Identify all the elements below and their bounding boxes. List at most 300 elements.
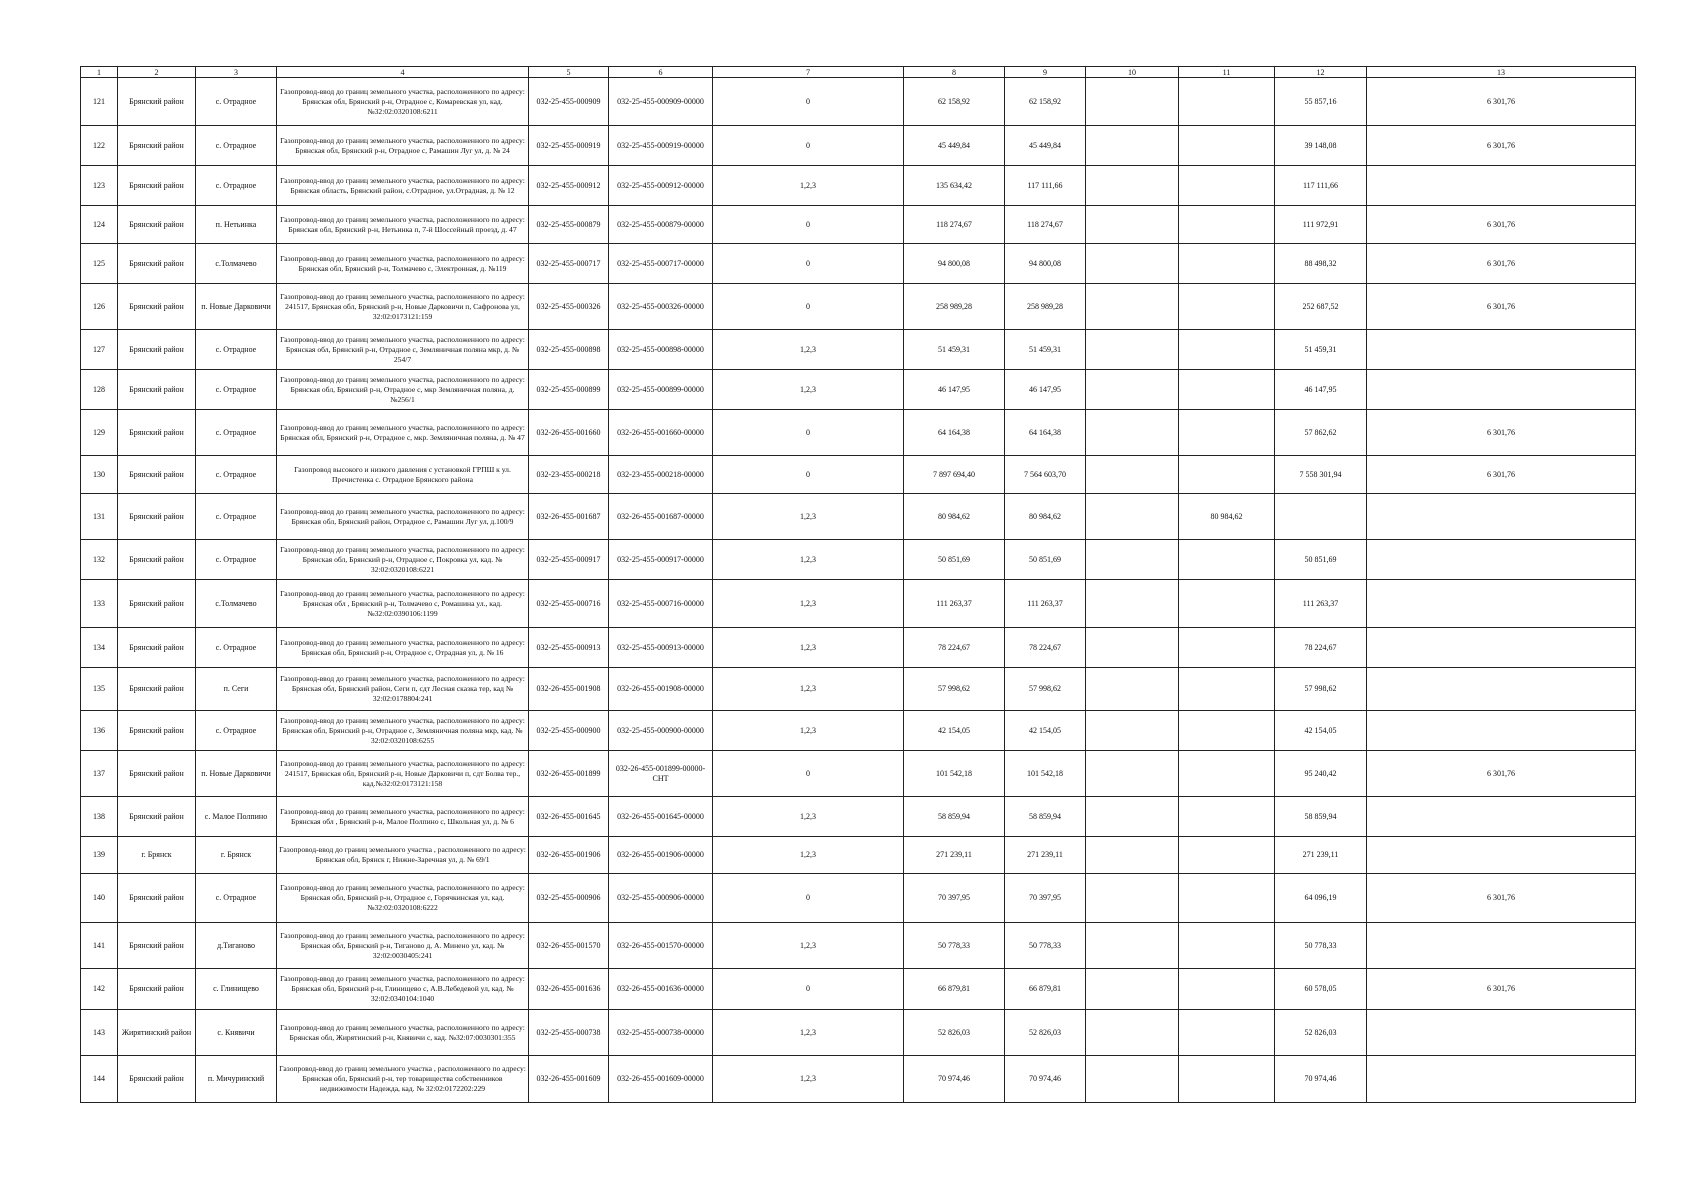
table-row <box>81 244 1636 284</box>
locality-cell: с. Отрадное <box>196 711 277 751</box>
locality-cell: с. Отрадное <box>196 456 277 494</box>
object-full-code: 032-25-455-000912-00000 <box>609 166 713 206</box>
district-cell: г. Брянск <box>118 837 196 874</box>
column-8-value: 271 239,11 <box>904 837 1005 874</box>
district-cell: Брянский район <box>118 78 196 126</box>
district-cell: Брянский район <box>118 1056 196 1103</box>
row-number: 142 <box>81 969 118 1010</box>
row-number: 143 <box>81 1010 118 1056</box>
column-10-value <box>1086 456 1179 494</box>
district-cell: Брянский район <box>118 923 196 969</box>
district-cell: Брянский район <box>118 410 196 456</box>
table-row <box>81 126 1636 166</box>
column-13-value <box>1367 1010 1636 1056</box>
district-cell: Брянский район <box>118 206 196 244</box>
locality-cell: с. Отрадное <box>196 166 277 206</box>
column-number: 13 <box>1367 67 1636 78</box>
district-cell: Брянский район <box>118 797 196 837</box>
column-11-value <box>1179 751 1275 797</box>
column-11-value <box>1179 668 1275 711</box>
locality-cell: с. Отрадное <box>196 540 277 580</box>
table-row <box>81 494 1636 540</box>
column-13-value <box>1367 668 1636 711</box>
column-9-value: 57 998,62 <box>1005 668 1086 711</box>
row-number: 121 <box>81 78 118 126</box>
object-full-code: 032-26-455-001687-00000 <box>609 494 713 540</box>
column-7-value: 0 <box>713 284 904 330</box>
table-row <box>81 284 1636 330</box>
column-number: 5 <box>529 67 609 78</box>
column-7-value: 1,2,3 <box>713 837 904 874</box>
column-12-value: 50 778,33 <box>1275 923 1367 969</box>
column-9-value: 58 859,94 <box>1005 797 1086 837</box>
object-code: 032-25-455-000899 <box>529 370 609 410</box>
column-12-value <box>1275 494 1367 540</box>
table-row <box>81 370 1636 410</box>
column-10-value <box>1086 126 1179 166</box>
column-13-value: 6 301,76 <box>1367 244 1636 284</box>
district-cell: Брянский район <box>118 126 196 166</box>
column-10-value <box>1086 166 1179 206</box>
locality-cell: д.Тиганово <box>196 923 277 969</box>
column-12-value: 55 857,16 <box>1275 78 1367 126</box>
column-7-value: 0 <box>713 969 904 1010</box>
object-full-code: 032-26-455-001570-00000 <box>609 923 713 969</box>
column-7-value: 0 <box>713 410 904 456</box>
row-number: 141 <box>81 923 118 969</box>
column-10-value <box>1086 494 1179 540</box>
column-7-value: 1,2,3 <box>713 580 904 628</box>
object-description: Газопровод-ввод до границ земельного участка, расположенного по адресу: Брянская обл, Брянский р-н, Отрадное с, Отрадная ул, д. № 16 <box>277 628 529 668</box>
column-9-value: 52 826,03 <box>1005 1010 1086 1056</box>
column-8-value: 70 397,95 <box>904 874 1005 923</box>
object-full-code: 032-25-455-000717-00000 <box>609 244 713 284</box>
column-13-value <box>1367 711 1636 751</box>
column-10-value <box>1086 1010 1179 1056</box>
table-row <box>81 330 1636 370</box>
column-7-value: 1,2,3 <box>713 330 904 370</box>
object-full-code: 032-25-455-000899-00000 <box>609 370 713 410</box>
column-12-value: 57 998,62 <box>1275 668 1367 711</box>
district-cell: Брянский район <box>118 166 196 206</box>
object-code: 032-26-455-001609 <box>529 1056 609 1103</box>
column-9-value: 50 778,33 <box>1005 923 1086 969</box>
column-10-value <box>1086 580 1179 628</box>
object-description: Газопровод-ввод до границ земельного участка, расположенного по адресу: Брянская обл, Брянский р-н, Нетьинка п, 7-й Шоссейный проезд, д. 47 <box>277 206 529 244</box>
column-7-value: 1,2,3 <box>713 711 904 751</box>
column-9-value: 62 158,92 <box>1005 78 1086 126</box>
column-8-value: 111 263,37 <box>904 580 1005 628</box>
column-11-value <box>1179 540 1275 580</box>
column-12-value: 271 239,11 <box>1275 837 1367 874</box>
table-row <box>81 206 1636 244</box>
column-11-value <box>1179 206 1275 244</box>
object-description: Газопровод-ввод до границ земельного участка, расположенного по адресу: Брянская обл , Брянский р-н, Малое Полпино с, Школьная ул, д. № 6 <box>277 797 529 837</box>
row-number: 132 <box>81 540 118 580</box>
column-11-value <box>1179 580 1275 628</box>
column-11-value <box>1179 284 1275 330</box>
column-10-value <box>1086 797 1179 837</box>
object-full-code: 032-26-455-001636-00000 <box>609 969 713 1010</box>
column-number-row <box>81 67 1636 78</box>
locality-cell: с. Отрадное <box>196 628 277 668</box>
column-9-value: 94 800,08 <box>1005 244 1086 284</box>
column-9-value: 64 164,38 <box>1005 410 1086 456</box>
column-7-value: 1,2,3 <box>713 166 904 206</box>
column-7-value: 0 <box>713 456 904 494</box>
object-full-code: 032-25-455-000716-00000 <box>609 580 713 628</box>
column-9-value: 258 989,28 <box>1005 284 1086 330</box>
column-10-value <box>1086 410 1179 456</box>
column-11-value <box>1179 78 1275 126</box>
object-description: Газопровод-ввод до границ земельного участка, расположенного по адресу: Брянская обл, Брянский р-н, Глинищево с, А.В.Лебедевой ул, кад. № 32:02:0340104:1040 <box>277 969 529 1010</box>
object-full-code: 032-26-455-001660-00000 <box>609 410 713 456</box>
column-10-value <box>1086 923 1179 969</box>
column-10-value <box>1086 78 1179 126</box>
object-code: 032-25-455-000898 <box>529 330 609 370</box>
column-8-value: 52 826,03 <box>904 1010 1005 1056</box>
column-12-value: 78 224,67 <box>1275 628 1367 668</box>
locality-cell: п. Мичуринский <box>196 1056 277 1103</box>
object-code: 032-25-455-000716 <box>529 580 609 628</box>
locality-cell: п. Нетьинка <box>196 206 277 244</box>
column-13-value: 6 301,76 <box>1367 410 1636 456</box>
locality-cell: с. Отрадное <box>196 874 277 923</box>
object-description: Газопровод-ввод до границ земельного участка, расположенного по адресу: Брянская обл, Жирятинский р-н, Княвичи с, кад. №32:07:0030301:355 <box>277 1010 529 1056</box>
column-8-value: 7 897 694,40 <box>904 456 1005 494</box>
object-code: 032-26-455-001660 <box>529 410 609 456</box>
column-8-value: 135 634,42 <box>904 166 1005 206</box>
column-11-value <box>1179 126 1275 166</box>
object-full-code: 032-26-455-001645-00000 <box>609 797 713 837</box>
column-12-value: 60 578,05 <box>1275 969 1367 1010</box>
column-12-value: 51 459,31 <box>1275 330 1367 370</box>
column-7-value: 1,2,3 <box>713 668 904 711</box>
table-row <box>81 969 1636 1010</box>
column-13-value: 6 301,76 <box>1367 284 1636 330</box>
column-9-value: 7 564 603,70 <box>1005 456 1086 494</box>
column-13-value: 6 301,76 <box>1367 456 1636 494</box>
column-8-value: 80 984,62 <box>904 494 1005 540</box>
column-13-value <box>1367 166 1636 206</box>
object-description: Газопровод-ввод до границ земельного участка, расположенного по адресу: Брянская обл, Брянский р-н, Отрадное с, Покровка ул, кад. № 32:02:0320108:6221 <box>277 540 529 580</box>
column-9-value: 271 239,11 <box>1005 837 1086 874</box>
object-description: Газопровод-ввод до границ земельного участка, расположенного по адресу: Брянская обл, Брянский р-н, Толмачево с, Электронная, д. №119 <box>277 244 529 284</box>
object-description: Газопровод-ввод до границ земельного участка, расположенного по адресу: Брянская обл, Брянский р-н, Отрадное с, Комаревская ул, кад. №32:02:0320108:6211 <box>277 78 529 126</box>
column-12-value: 7 558 301,94 <box>1275 456 1367 494</box>
row-number: 122 <box>81 126 118 166</box>
column-9-value: 111 263,37 <box>1005 580 1086 628</box>
row-number: 135 <box>81 668 118 711</box>
column-number: 10 <box>1086 67 1179 78</box>
district-cell: Брянский район <box>118 628 196 668</box>
column-10-value <box>1086 874 1179 923</box>
district-cell: Брянский район <box>118 969 196 1010</box>
object-code: 032-25-455-000717 <box>529 244 609 284</box>
object-code: 032-26-455-001908 <box>529 668 609 711</box>
column-12-value: 111 972,91 <box>1275 206 1367 244</box>
object-code: 032-25-455-000900 <box>529 711 609 751</box>
district-cell: Брянский район <box>118 580 196 628</box>
column-7-value: 1,2,3 <box>713 370 904 410</box>
object-description: Газопровод-ввод до границ земельного участка, расположенного по адресу: 241517, Брянская обл, Брянский р-н, Новые Дарковичи п, Сафронова ул, 32:02:0173121:159 <box>277 284 529 330</box>
column-number: 9 <box>1005 67 1086 78</box>
column-12-value: 39 148,08 <box>1275 126 1367 166</box>
table-row <box>81 668 1636 711</box>
column-8-value: 58 859,94 <box>904 797 1005 837</box>
district-cell: Брянский район <box>118 668 196 711</box>
column-number: 1 <box>81 67 118 78</box>
column-number: 4 <box>277 67 529 78</box>
object-code: 032-25-455-000917 <box>529 540 609 580</box>
object-code: 032-25-455-000909 <box>529 78 609 126</box>
column-8-value: 50 851,69 <box>904 540 1005 580</box>
column-9-value: 50 851,69 <box>1005 540 1086 580</box>
row-number: 124 <box>81 206 118 244</box>
district-cell: Брянский район <box>118 711 196 751</box>
row-number: 140 <box>81 874 118 923</box>
column-8-value: 70 974,46 <box>904 1056 1005 1103</box>
object-full-code: 032-25-455-000906-00000 <box>609 874 713 923</box>
column-13-value <box>1367 797 1636 837</box>
register-table-body <box>81 67 1636 1103</box>
object-full-code: 032-26-455-001609-00000 <box>609 1056 713 1103</box>
table-row <box>81 874 1636 923</box>
row-number: 137 <box>81 751 118 797</box>
column-10-value <box>1086 370 1179 410</box>
column-12-value: 42 154,05 <box>1275 711 1367 751</box>
column-11-value: 80 984,62 <box>1179 494 1275 540</box>
column-11-value <box>1179 874 1275 923</box>
district-cell: Брянский район <box>118 751 196 797</box>
column-8-value: 42 154,05 <box>904 711 1005 751</box>
column-11-value <box>1179 797 1275 837</box>
column-number: 11 <box>1179 67 1275 78</box>
column-11-value <box>1179 370 1275 410</box>
column-9-value: 70 397,95 <box>1005 874 1086 923</box>
column-10-value <box>1086 969 1179 1010</box>
district-cell: Брянский район <box>118 874 196 923</box>
column-7-value: 1,2,3 <box>713 494 904 540</box>
object-description: Газопровод-ввод до границ земельного участка, расположенного по адресу: Брянская обл, Брянский р-н, Отрадное с, Рамашин Луг ул, д. № 24 <box>277 126 529 166</box>
column-11-value <box>1179 410 1275 456</box>
column-8-value: 66 879,81 <box>904 969 1005 1010</box>
column-7-value: 1,2,3 <box>713 797 904 837</box>
column-8-value: 118 274,67 <box>904 206 1005 244</box>
column-12-value: 70 974,46 <box>1275 1056 1367 1103</box>
column-11-value <box>1179 166 1275 206</box>
object-full-code: 032-26-455-001906-00000 <box>609 837 713 874</box>
locality-cell: с. Отрадное <box>196 78 277 126</box>
column-12-value: 88 498,32 <box>1275 244 1367 284</box>
table-row <box>81 78 1636 126</box>
column-12-value: 252 687,52 <box>1275 284 1367 330</box>
column-10-value <box>1086 330 1179 370</box>
table-row <box>81 751 1636 797</box>
column-11-value <box>1179 456 1275 494</box>
object-full-code: 032-25-455-000909-00000 <box>609 78 713 126</box>
column-11-value <box>1179 711 1275 751</box>
object-description: Газопровод-ввод до границ земельного участка, расположенного по адресу: Брянская обл , Брянский р-н, Толмачево с, Ромашина ул., кад. №32:02:0390106:1199 <box>277 580 529 628</box>
object-code: 032-25-455-000912 <box>529 166 609 206</box>
row-number: 139 <box>81 837 118 874</box>
column-9-value: 117 111,66 <box>1005 166 1086 206</box>
column-10-value <box>1086 837 1179 874</box>
object-full-code: 032-26-455-001908-00000 <box>609 668 713 711</box>
object-description: Газопровод-ввод до границ земельного участка, расположенного по адресу: Брянская обл, Брянский р-н, Тиганово д, А. Минено ул, кад. № 32:02:0030405:241 <box>277 923 529 969</box>
column-13-value: 6 301,76 <box>1367 969 1636 1010</box>
locality-cell: п. Сеги <box>196 668 277 711</box>
column-11-value <box>1179 969 1275 1010</box>
table-row <box>81 410 1636 456</box>
column-11-value <box>1179 1056 1275 1103</box>
column-13-value <box>1367 540 1636 580</box>
column-11-value <box>1179 1010 1275 1056</box>
column-13-value: 6 301,76 <box>1367 874 1636 923</box>
column-9-value: 45 449,84 <box>1005 126 1086 166</box>
row-number: 130 <box>81 456 118 494</box>
object-code: 032-25-455-000879 <box>529 206 609 244</box>
column-12-value: 111 263,37 <box>1275 580 1367 628</box>
column-10-value <box>1086 540 1179 580</box>
register-sheet <box>80 66 1635 1103</box>
district-cell: Брянский район <box>118 456 196 494</box>
object-description: Газопровод высокого и низкого давления с установкой ГРПШ к ул. Пречистенка с. Отрадное Брянского района <box>277 456 529 494</box>
column-7-value: 0 <box>713 78 904 126</box>
column-8-value: 57 998,62 <box>904 668 1005 711</box>
object-code: 032-26-455-001899 <box>529 751 609 797</box>
column-10-value <box>1086 1056 1179 1103</box>
column-8-value: 50 778,33 <box>904 923 1005 969</box>
row-number: 134 <box>81 628 118 668</box>
object-description: Газопровод-ввод до границ земельного участка, расположенного по адресу: Брянская обл, Брянский район, Сеги п, сдт Лесная сказка тер, кад № 32:02:0178804:241 <box>277 668 529 711</box>
table-row <box>81 580 1636 628</box>
row-number: 131 <box>81 494 118 540</box>
column-13-value: 6 301,76 <box>1367 206 1636 244</box>
column-13-value: 6 301,76 <box>1367 751 1636 797</box>
column-10-value <box>1086 711 1179 751</box>
column-12-value: 64 096,19 <box>1275 874 1367 923</box>
object-description: Газопровод-ввод до границ земельного участка, расположенного по адресу: Брянская обл, Брянский р-н, Отрадное с, Земляничная поляна мкр, кад. № 32:02:0320108:6255 <box>277 711 529 751</box>
column-11-value <box>1179 244 1275 284</box>
locality-cell: п. Новые Дарковичи <box>196 751 277 797</box>
row-number: 123 <box>81 166 118 206</box>
table-row <box>81 166 1636 206</box>
column-13-value <box>1367 580 1636 628</box>
column-8-value: 51 459,31 <box>904 330 1005 370</box>
column-7-value: 0 <box>713 244 904 284</box>
locality-cell: с. Княвичи <box>196 1010 277 1056</box>
column-10-value <box>1086 751 1179 797</box>
district-cell: Брянский район <box>118 330 196 370</box>
district-cell: Брянский район <box>118 494 196 540</box>
table-row <box>81 540 1636 580</box>
column-11-value <box>1179 837 1275 874</box>
column-8-value: 258 989,28 <box>904 284 1005 330</box>
object-full-code: 032-25-455-000917-00000 <box>609 540 713 580</box>
column-8-value: 46 147,95 <box>904 370 1005 410</box>
column-13-value <box>1367 1056 1636 1103</box>
table-row <box>81 797 1636 837</box>
column-8-value: 62 158,92 <box>904 78 1005 126</box>
object-full-code: 032-23-455-000218-00000 <box>609 456 713 494</box>
table-row <box>81 923 1636 969</box>
object-full-code: 032-25-455-000738-00000 <box>609 1010 713 1056</box>
column-13-value: 6 301,76 <box>1367 126 1636 166</box>
column-13-value <box>1367 837 1636 874</box>
object-description: Газопровод-ввод до границ земельного участка, расположенного по адресу: 241517, Брянская обл, Брянский р-н, Новые Дарковичи п, сдт Болва тер., кад.№32:02:0173121:158 <box>277 751 529 797</box>
object-full-code: 032-25-455-000326-00000 <box>609 284 713 330</box>
column-10-value <box>1086 284 1179 330</box>
column-13-value <box>1367 923 1636 969</box>
object-full-code: 032-25-455-000919-00000 <box>609 126 713 166</box>
column-7-value: 0 <box>713 126 904 166</box>
column-12-value: 57 862,62 <box>1275 410 1367 456</box>
column-12-value: 46 147,95 <box>1275 370 1367 410</box>
district-cell: Брянский район <box>118 370 196 410</box>
object-code: 032-25-455-000919 <box>529 126 609 166</box>
column-8-value: 94 800,08 <box>904 244 1005 284</box>
object-full-code: 032-25-455-000913-00000 <box>609 628 713 668</box>
object-description: Газопровод-ввод до границ земельного участка, расположенного по адресу: Брянская область, Брянский район, с.Отрадное, ул.Отрадная, д. № 12 <box>277 166 529 206</box>
column-12-value: 58 859,94 <box>1275 797 1367 837</box>
object-full-code: 032-25-455-000879-00000 <box>609 206 713 244</box>
table-row <box>81 1056 1636 1103</box>
object-code: 032-26-455-001570 <box>529 923 609 969</box>
column-number: 2 <box>118 67 196 78</box>
column-13-value: 6 301,76 <box>1367 78 1636 126</box>
object-description: Газопровод-ввод до границ земельного участка, расположенного по адресу: Брянская обл, Брянский район, Отрадное с, Рамашин Луг ул, д.100/9 <box>277 494 529 540</box>
column-9-value: 51 459,31 <box>1005 330 1086 370</box>
column-9-value: 42 154,05 <box>1005 711 1086 751</box>
column-number: 8 <box>904 67 1005 78</box>
column-13-value <box>1367 628 1636 668</box>
column-9-value: 46 147,95 <box>1005 370 1086 410</box>
column-8-value: 64 164,38 <box>904 410 1005 456</box>
object-description: Газопровод-ввод до границ земельного участка, расположенного по адресу: Брянская обл, Брянский р-н, Отрадное с, Горячкинская ул, кад. №32:02:0320108:6222 <box>277 874 529 923</box>
object-full-code: 032-26-455-001899-00000-СНТ <box>609 751 713 797</box>
column-number: 7 <box>713 67 904 78</box>
locality-cell: с. Отрадное <box>196 494 277 540</box>
column-8-value: 78 224,67 <box>904 628 1005 668</box>
column-9-value: 70 974,46 <box>1005 1056 1086 1103</box>
object-description: Газопровод-ввод до границ земельного участка , расположенного по адресу: Брянская обл, Брянск г, Нижне-Заречная ул, д. № 69/1 <box>277 837 529 874</box>
column-11-value <box>1179 330 1275 370</box>
locality-cell: с. Отрадное <box>196 410 277 456</box>
column-7-value: 0 <box>713 206 904 244</box>
column-7-value: 0 <box>713 751 904 797</box>
locality-cell: п. Новые Дарковичи <box>196 284 277 330</box>
column-8-value: 101 542,18 <box>904 751 1005 797</box>
district-cell: Брянский район <box>118 284 196 330</box>
locality-cell: с. Глинищево <box>196 969 277 1010</box>
column-9-value: 78 224,67 <box>1005 628 1086 668</box>
table-row <box>81 837 1636 874</box>
object-description: Газопровод-ввод до границ земельного участка , расположенного по адресу: Брянская обл, Брянский р-н, тер товарищества собственников недвижимости Надежда, кад. № 32:02:0172202:229 <box>277 1056 529 1103</box>
column-12-value: 117 111,66 <box>1275 166 1367 206</box>
object-code: 032-23-455-000218 <box>529 456 609 494</box>
object-code: 032-25-455-000913 <box>529 628 609 668</box>
column-7-value: 0 <box>713 874 904 923</box>
column-9-value: 118 274,67 <box>1005 206 1086 244</box>
row-number: 128 <box>81 370 118 410</box>
row-number: 136 <box>81 711 118 751</box>
column-10-value <box>1086 206 1179 244</box>
object-code: 032-25-455-000738 <box>529 1010 609 1056</box>
column-9-value: 66 879,81 <box>1005 969 1086 1010</box>
row-number: 127 <box>81 330 118 370</box>
row-number: 138 <box>81 797 118 837</box>
